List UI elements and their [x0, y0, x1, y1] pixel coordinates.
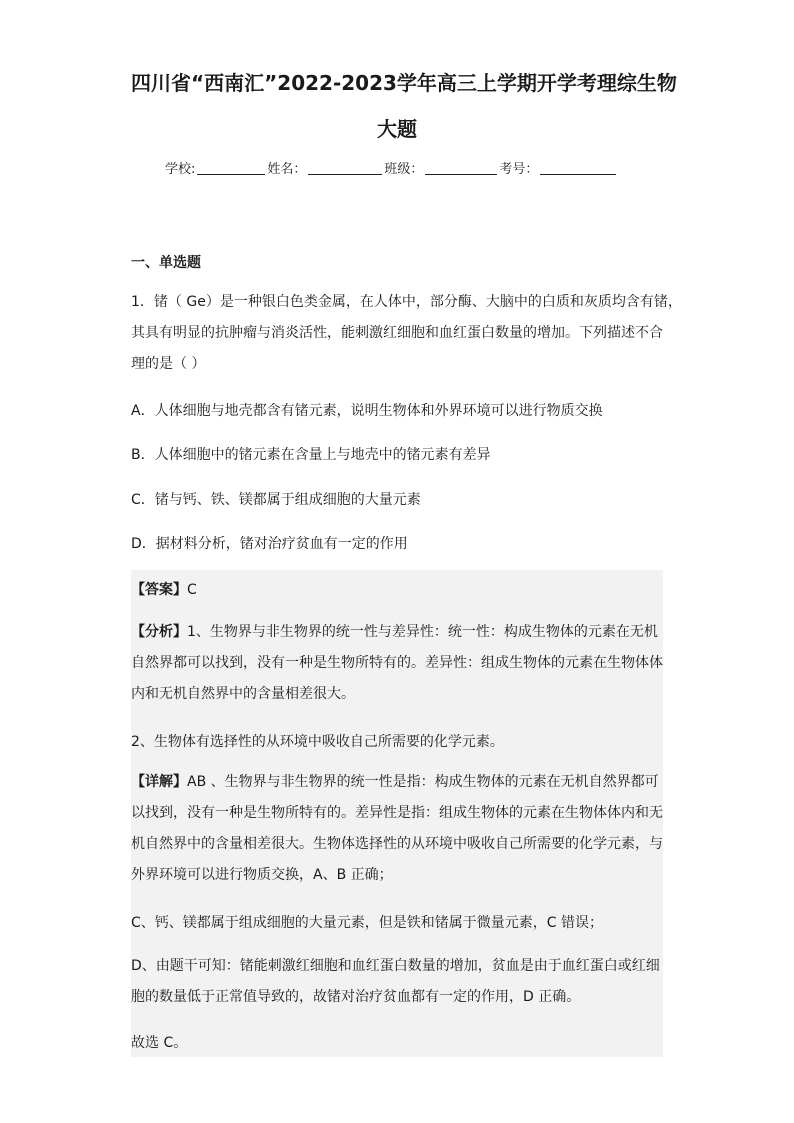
analysis-block [131, 617, 671, 710]
class-label: 班级： [384, 162, 424, 177]
school-blank [197, 159, 265, 175]
name-label: 姓名： [267, 162, 307, 177]
exam-number-blank [540, 159, 616, 175]
detail-d-line: D、由题干可知：锗能刺激红细胞和血红蛋白数量的增加，贫血是由于血红蛋白或红细 [131, 958, 660, 974]
detail-tag: 【详解】 [131, 774, 187, 790]
exam-number-label: 考号： [499, 162, 539, 177]
option-b: B．人体细胞中的锗元素在含量上与地壳中的锗元素有差异 [131, 447, 491, 463]
school-label: 学校: [165, 162, 196, 177]
option-a: A．人体细胞与地壳都含有锗元素，说明生物体和外界环境可以进行物质交换 [131, 403, 603, 419]
analysis-point-2: 2、生物体有选择性的从环境中吸收自己所需要的化学元素。 [131, 734, 504, 750]
detail-d-block [131, 951, 671, 1013]
question-line: 其具有明显的抗肿瘤与消炎活性，能刺激红细胞和血红蛋白数量的增加。下列描述不合 [131, 325, 663, 341]
detail-line: 以找到，没有一种是生物所特有的。差异性是指：组成生物体的元素在生物体体内和无 [131, 805, 663, 821]
section-title: 一、单选题 [131, 255, 201, 271]
page-title-line2: 大题 [377, 117, 417, 141]
detail-line: 外界环境可以进行物质交换，A、B 正确； [131, 867, 393, 883]
detail-line: 机自然界中的含量相差很大。生物体选择性的从环境中吸收自己所需要的化学元素，与 [131, 836, 663, 852]
conclusion-line: 故选 C。 [131, 1035, 188, 1051]
option-c: C．锗与钙、铁、镁都属于组成细胞的大量元素 [131, 492, 421, 508]
question-stem [131, 287, 682, 380]
answer-value: C [187, 582, 197, 598]
question-line: 1．锗（ Ge）是一种银白色类金属，在人体中，部分酶、大脑中的白质和灰质均含有锗， [131, 294, 682, 310]
answer-line [131, 579, 197, 599]
answer-tag: 【答案】 [131, 582, 187, 598]
question-line: 理的是（ ） [131, 356, 206, 372]
analysis-tag: 【分析】 [131, 624, 187, 640]
class-blank [425, 159, 497, 175]
analysis-line [131, 617, 671, 648]
student-info-row [165, 158, 618, 177]
analysis-line: 内和无机自然界中的含量相差很大。 [131, 686, 355, 702]
detail-text: AB 、生物界与非生物界的统一性是指：构成生物体的元素在无机自然界都可 [187, 774, 659, 790]
detail-line [131, 767, 671, 798]
detail-block [131, 767, 671, 891]
analysis-line: 自然界都可以找到，没有一种是生物所特有的。差异性：组成生物体的元素在生物体体 [131, 655, 663, 671]
detail-d-line: 胞的数量低于正常值导致的，故锗对治疗贫血都有一定的作用，D 正确。 [131, 989, 581, 1005]
name-blank [308, 159, 382, 175]
page-title-line1: 四川省“西南汇”2022-2023学年高三上学期开学考理综生物 [131, 71, 677, 95]
detail-c-line: C、钙、镁都属于组成细胞的大量元素，但是铁和锗属于微量元素，C 错误； [131, 915, 603, 931]
analysis-text: 1、生物界与非生物界的统一性与差异性：统一性：构成生物体的元素在无机 [187, 624, 658, 640]
option-d: D．据材料分析，锗对治疗贫血有一定的作用 [131, 536, 408, 552]
